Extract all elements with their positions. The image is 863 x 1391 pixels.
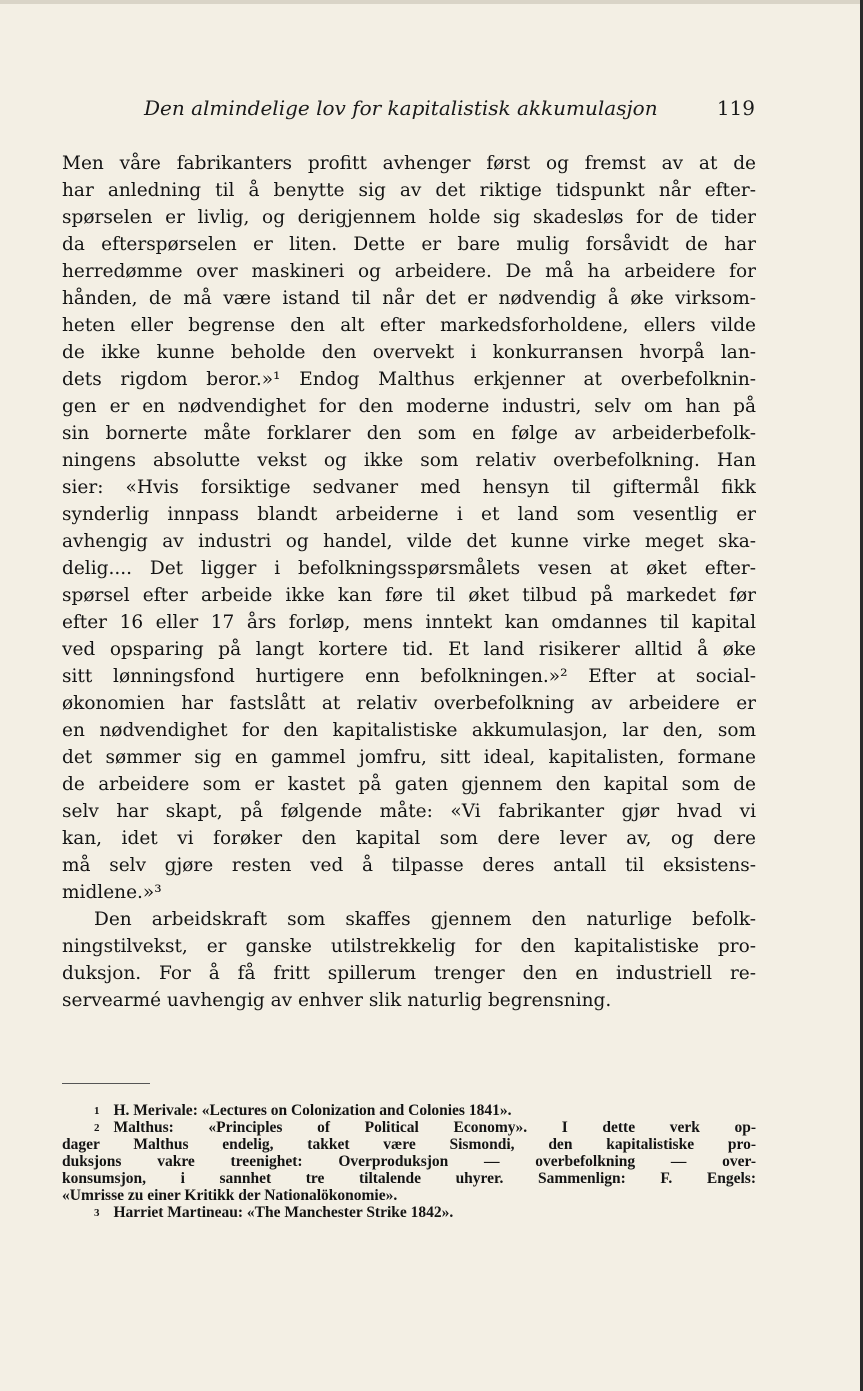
body-line: midlene.»³ (62, 882, 162, 903)
body-line: sitt lønningsfond hurtigere enn befolkningen.»² Efter at social- (62, 666, 756, 687)
body-line: sin bornerte måte forklarer den som en følge av arbeiderbefolk- (62, 423, 756, 444)
body-line: har anledning til å benytte sig av det riktige tidspunkt når efter- (62, 180, 756, 201)
footnote-line: duksjons vakre treenighet: Overproduksjon — overbefolkning — over- (62, 1153, 756, 1170)
running-title: Den almindelige lov for kapitalistisk akkumulasjon (144, 96, 658, 120)
body-line: da efterspørselen er liten. Dette er bare mulig forsåvidt de har (62, 234, 756, 255)
body-line: ved opsparing på langt kortere tid. Et land risikerer alltid å øke (62, 639, 756, 660)
footnote-text: Malthus: «Principles of Political Economy». I dette verk op- (113, 1119, 756, 1136)
body-line: gen er en nødvendighet for den moderne industri, selv om han på (62, 396, 756, 417)
body-line: kan, idet vi forøker den kapital som dere lever av, og dere (62, 828, 756, 849)
body-line: ningstilvekst, er ganske utilstrekkelig for den kapitalistiske pro- (62, 936, 756, 957)
body-line: en nødvendighet for den kapitalistiske akkumulasjon, lar den, som (62, 720, 756, 741)
body-text (62, 150, 756, 1014)
footnote-divider (62, 1083, 150, 1084)
body-line: ningens absolutte vekst og ikke som relativ overbefolkning. Han (62, 450, 756, 471)
footnote-mark: 2 (94, 1122, 100, 1134)
footnote-text: H. Merivale: «Lectures on Colonization and Colonies 1841». (113, 1102, 512, 1119)
footnote-mark: 1 (94, 1105, 100, 1117)
body-line: Men våre fabrikanters profitt avhenger først og fremst av at de (62, 153, 756, 174)
body-line: de ikke kunne beholde den overvekt i konkurransen hvorpå lan- (62, 342, 756, 363)
body-line: herredømme over maskineri og arbeidere. De må ha arbeidere for (62, 261, 756, 282)
footnotes (62, 1102, 756, 1221)
footnote-line: konsumsjon, i sannhet tre tiltalende uhyrer. Sammenlign: F. Engels: (62, 1170, 756, 1187)
body-line: det sømmer sig en gammel jomfru, sitt ideal, kapitalisten, formane (62, 747, 756, 768)
footnote-2 (62, 1119, 756, 1136)
body-line: spørsel efter arbeide ikke kan føre til øket tilbud på markedet før (62, 585, 756, 606)
footnote-mark: 3 (94, 1207, 100, 1219)
footnote-3 (62, 1204, 756, 1221)
body-line: avhengig av industri og handel, vilde det kunne virke meget ska- (62, 531, 756, 552)
footnote-text: Harriet Martineau: «The Manchester Strike 1842». (113, 1204, 454, 1221)
footnote-line: «Umrisse zu einer Kritikk der Nationalökonomie». (62, 1187, 398, 1204)
body-line: heten eller begrense den alt efter markedsforholdene, ellers vilde (62, 315, 756, 336)
page-header (60, 96, 760, 126)
body-line: delig.... Det ligger i befolkningsspørsmålets vesen at øket efter- (62, 558, 756, 579)
body-line: sier: «Hvis forsiktige sedvaner med hensyn til giftermål fikk (62, 477, 756, 498)
body-line: spørselen er livlig, og derigjennem holde sig skadesløs for de tider (62, 207, 756, 228)
body-line: selv har skapt, på følgende måte: «Vi fabrikanter gjør hvad vi (62, 801, 756, 822)
body-line: hånden, de må være istand til når det er nødvendig å øke virksom- (62, 288, 756, 309)
body-line: synderlig innpass blandt arbeiderne i et land som vesentlig er (62, 504, 756, 525)
body-line: økonomien har fastslått at relativ overbefolkning av arbeidere er (62, 693, 756, 714)
body-line: dets rigdom beror.»¹ Endog Malthus erkjenner at overbefolknin- (62, 369, 756, 390)
page-number: 119 (716, 96, 755, 120)
footnote-line: dager Malthus endelig, takket være Sismondi, den kapitalistiske pro- (62, 1136, 756, 1153)
paragraph-start-line: Den arbeidskraft som skaffes gjennem den naturlige befolk- (94, 909, 756, 930)
footnote-1 (62, 1102, 756, 1119)
body-line: de arbeidere som er kastet på gaten gjennem den kapital som de (62, 774, 756, 795)
body-line: må selv gjøre resten ved å tilpasse deres antall til eksistens- (62, 855, 756, 876)
body-line: duksjon. For å få fritt spillerum trenger den en industriell re- (62, 963, 756, 984)
body-line: efter 16 eller 17 års forløp, mens inntekt kan omdannes til kapital (62, 612, 756, 633)
body-line: servearmé uavhengig av enhver slik naturlig begrensning. (62, 990, 612, 1011)
